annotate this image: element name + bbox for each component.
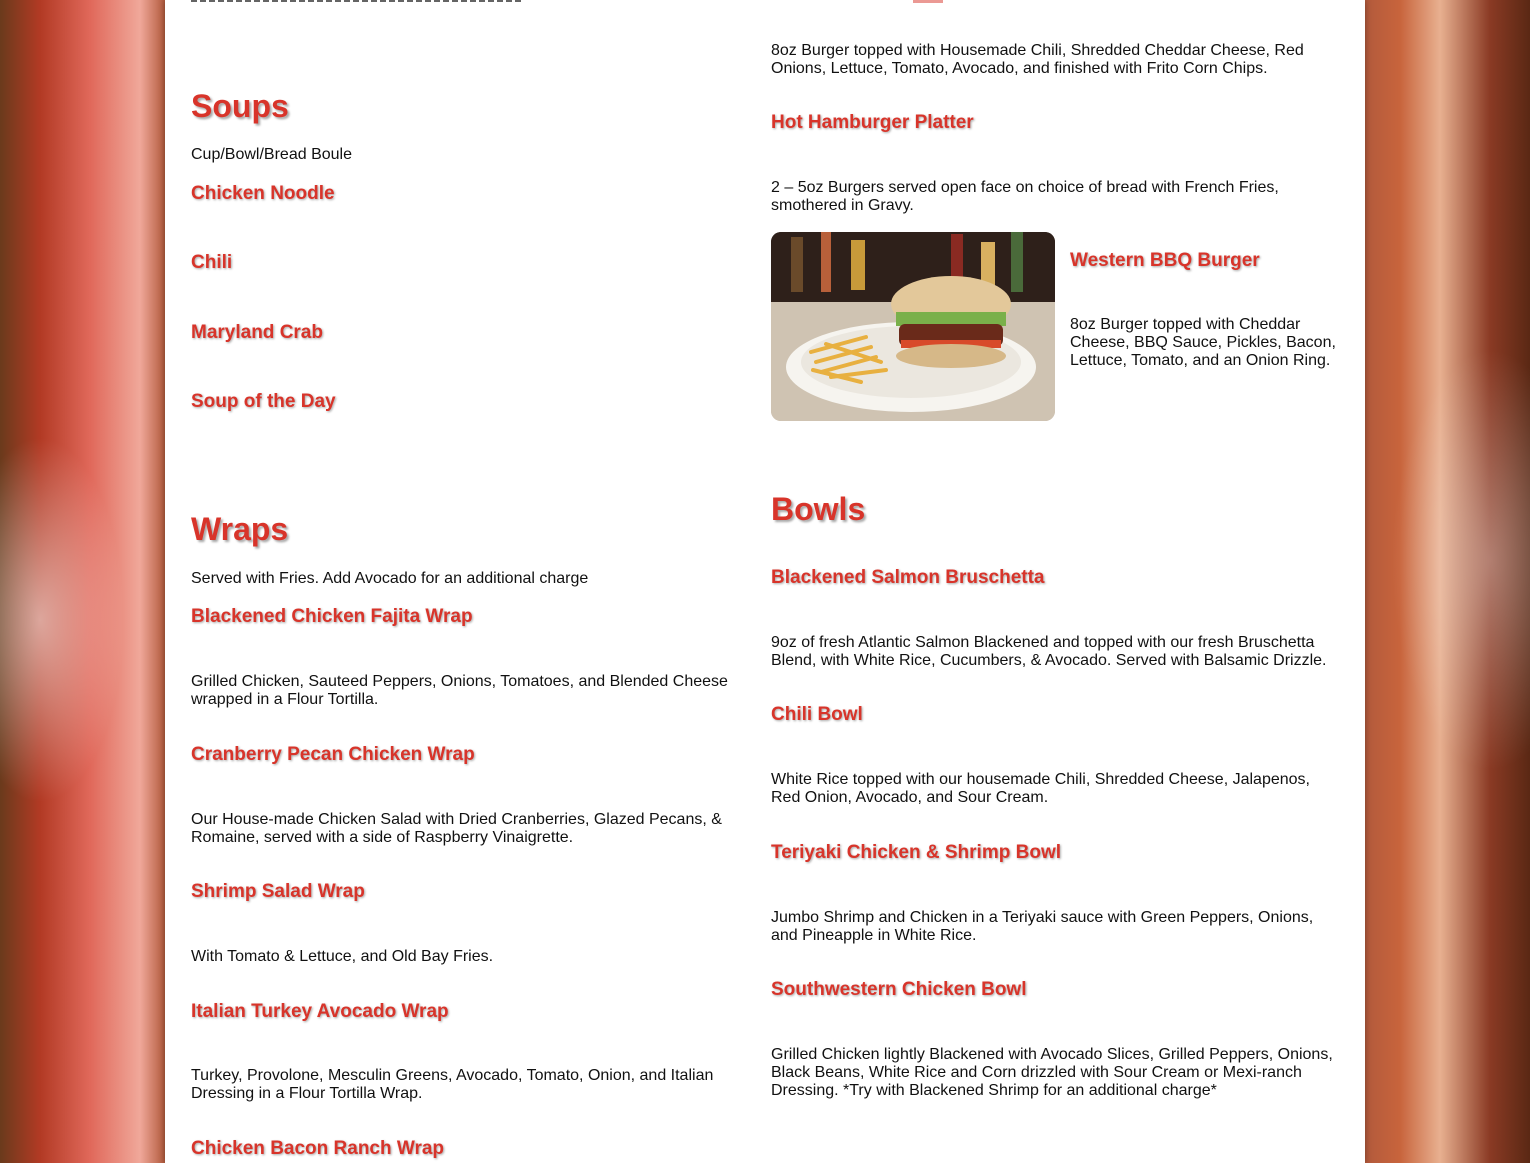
menu-item-description: Our House-made Chicken Salad with Dried Cranberries, Glazed Pecans, & Romaine, served with a side of Raspberry Vinaigrette. — [191, 811, 722, 846]
menu-item-title: Chili — [191, 252, 233, 273]
menu-item-title: Chili Bowl — [771, 704, 863, 725]
menu-item-description: 2 – 5oz Burgers served open face on choice of bread with French Fries, smothered in Gravy. — [771, 179, 1279, 214]
menu-item-title: Cranberry Pecan Chicken Wrap — [191, 744, 475, 765]
menu-item-title: Chicken Noodle — [191, 183, 335, 204]
menu-item-description: Jumbo Shrimp and Chicken in a Teriyaki sauce with Green Peppers, Onions, and Pineapple in White Rice. — [771, 909, 1314, 944]
burger-fries-photo — [771, 232, 1055, 421]
wraps-note: Served with Fries. Add Avocado for an additional charge — [191, 570, 589, 587]
cut-off-text-left — [191, 0, 521, 2]
menu-item-description: 8oz Burger topped with Housemade Chili, Shredded Cheddar Cheese, Red Onions, Lettuce, Tomato, Avocado, and finished with Frito Corn Chips. — [771, 42, 1304, 77]
menu-item-description: Turkey, Provolone, Mesculin Greens, Avocado, Tomato, Onion, and Italian Dressing in a Flour Tortilla Wrap. — [191, 1067, 714, 1102]
menu-item-title: Hot Hamburger Platter — [771, 112, 974, 133]
menu-item-title: Shrimp Salad Wrap — [191, 881, 365, 902]
menu-item-description: Grilled Chicken, Sauteed Peppers, Onions, Tomatoes, and Blended Cheese wrapped in a Flour Tortilla. — [191, 673, 728, 708]
menu-item-title: Chicken Bacon Ranch Wrap — [191, 1138, 445, 1159]
soups-note: Cup/Bowl/Bread Boule — [191, 146, 352, 163]
menu-item-title: Blackened Salmon Bruschetta — [771, 567, 1045, 588]
menu-item-description: 8oz Burger topped with Cheddar Cheese, BBQ Sauce, Pickles, Bacon, Lettuce, Tomato, and an Onion Ring. — [1070, 316, 1336, 369]
menu-item-description: With Tomato & Lettuce, and Old Bay Fries. — [191, 948, 494, 965]
menu-item-description: White Rice topped with our housemade Chili, Shredded Cheese, Jalapenos, Red Onion, Avocado, and Sour Cream. — [771, 771, 1310, 806]
menu-item-description: Grilled Chicken lightly Blackened with Avocado Slices, Grilled Peppers, Onions, Black Beans, White Rice and Corn drizzled with Sour Cream or Mexi-ranch Dressing. *Try with Blackened Shrimp for an additional charge* — [771, 1046, 1333, 1099]
bowls-section-title: Bowls — [771, 491, 866, 527]
menu-item-title: Blackened Chicken Fajita Wrap — [191, 606, 473, 627]
menu-item-title: Teriyaki Chicken & Shrimp Bowl — [771, 842, 1062, 863]
menu-item-description: 9oz of fresh Atlantic Salmon Blackened and topped with our fresh Bruschetta Blend, with White Rice, Cucumbers, & Avocado. Served with Balsamic Drizzle. — [771, 634, 1327, 669]
soups-section-title: Soups — [191, 88, 289, 124]
cut-off-text-right — [913, 0, 943, 3]
menu-item-title: Italian Turkey Avocado Wrap — [191, 1001, 449, 1022]
wraps-section-title: Wraps — [191, 511, 289, 547]
menu-item-title: Southwestern Chicken Bowl — [771, 979, 1027, 1000]
menu-item-title: Soup of the Day — [191, 391, 336, 412]
menu-item-title: Maryland Crab — [191, 322, 323, 343]
menu-item-title: Western BBQ Burger — [1070, 250, 1260, 271]
menu-panel — [165, 0, 1365, 1163]
